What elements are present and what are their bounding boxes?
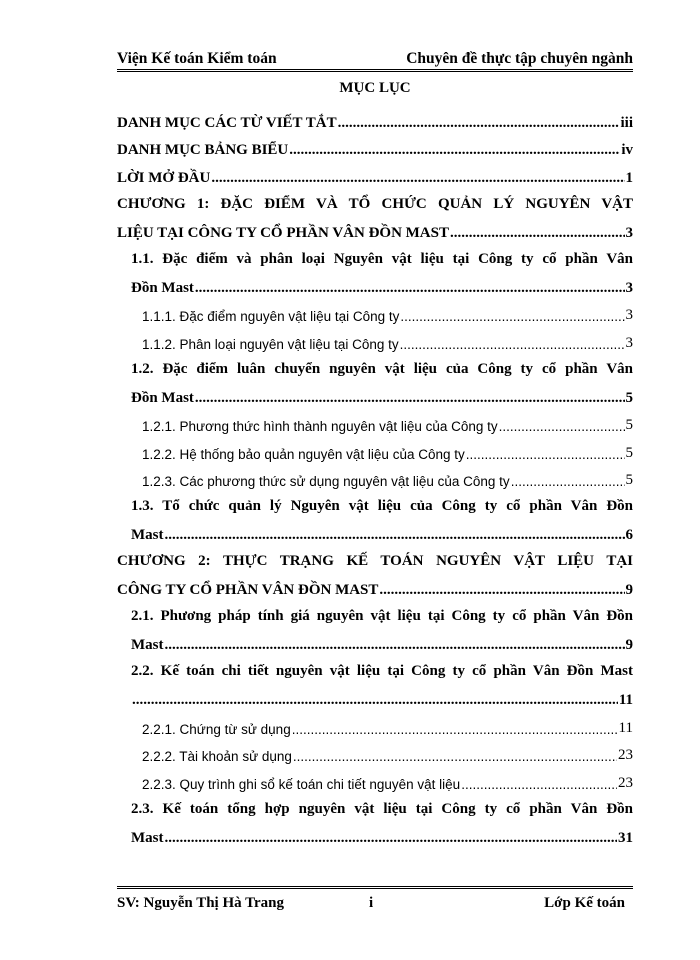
toc-entry-1-2-1[interactable]: 1.2.1. Phương thức hình thành nguyên vật liệu của Công ty ..... 5 [117, 407, 633, 435]
page-number: 3 [625, 334, 633, 351]
footer-class: Lớp Kế toán [544, 895, 625, 911]
toc-entry-2-2-cont[interactable] [117, 682, 633, 710]
page-number: 11 [618, 719, 633, 736]
toc-entry-2-2-2[interactable]: 2.2.2. Tài khoản sử dụng ..... 23 [117, 737, 633, 765]
toc-entry-2-3[interactable]: 2.3. Kế toán tổng hợp nguyên vật liệu tại Công ty cổ phần Vân Đồn [131, 800, 633, 817]
toc-entry-chapter-2-cont[interactable]: CÔNG TY CỔ PHẦN VÂN ĐỒN MAST ..... 9 [117, 572, 633, 600]
toc-entry-introduction[interactable]: LỜI MỞ ĐẦU ..... 1 [117, 159, 633, 187]
page-number: 5 [625, 389, 633, 406]
page-number: iv [621, 142, 633, 158]
page-header [117, 46, 633, 68]
footer-page-number: i [369, 895, 374, 911]
table-of-contents [117, 104, 633, 847]
footer-student: SV: Nguyễn Thị Hà Trang [117, 895, 284, 911]
toc-entry-1-1-2[interactable]: 1.1.2. Phân loại nguyên vật liệu tại Công ty ..... 3 [117, 324, 633, 352]
toc-entry-1-2-3[interactable]: 1.2.3. Các phương thức sử dụng nguyên vật liệu của Công ty ..... 5 [117, 462, 633, 490]
page-number: 9 [625, 637, 633, 653]
page-number: 23 [618, 747, 633, 763]
page-number: 5 [625, 417, 633, 433]
page-number: 9 [625, 582, 633, 598]
toc-entry-2-1[interactable]: 2.1. Phương pháp tính giá nguyên vật liệu tại Công ty cổ phần Vân Đồn [131, 608, 633, 624]
page-number: 3 [625, 307, 633, 323]
toc-entry-1-3[interactable]: 1.3. Tổ chức quản lý Nguyên vật liệu của Công ty cổ phần Vân Đồn [131, 498, 633, 514]
toc-entry-abbreviations[interactable]: DANH MỤC CÁC TỪ VIẾT TẮT ..... iii [117, 104, 633, 132]
toc-entry-1-1[interactable]: 1.1. Đặc điểm và phân loại Nguyên vật liệu tại Công ty cổ phần Vân [131, 250, 633, 267]
toc-entry-chapter-2[interactable]: CHƯƠNG 2: THỰC TRẠNG KẾ TOÁN NGUYÊN VẬT LIỆU TẠI [117, 553, 633, 569]
toc-entry-2-3-cont[interactable]: Mast ..... 31 [117, 819, 633, 847]
toc-entry-chapter-1[interactable]: CHƯƠNG 1: ĐẶC ĐIỂM VÀ TỔ CHỨC QUẢN LÝ NGUYÊN VẬT [117, 195, 633, 212]
toc-entry-1-1-1[interactable]: 1.1.1. Đặc điểm nguyên vật liệu tại Công ty ..... 3 [117, 297, 633, 325]
page-number: 11 [618, 692, 633, 708]
footer-rule [117, 886, 633, 889]
page-number: 3 [625, 279, 633, 296]
page-number: 3 [625, 224, 633, 241]
toc-entry-2-2[interactable]: 2.2. Kế toán chi tiết nguyên vật liệu tại Công ty cổ phần Vân Đồn Mast [131, 663, 633, 679]
toc-entry-1-1-cont[interactable]: Đồn Mast ..... 3 [117, 269, 633, 297]
toc-entry-2-1-cont[interactable]: Mast ..... 9 [117, 627, 633, 655]
header-left: Viện Kế toán Kiểm toán [117, 50, 277, 67]
toc-entry-1-3-cont[interactable]: Mast ..... 6 [117, 517, 633, 545]
header-right: Chuyên đề thực tập chuyên ngành [406, 50, 633, 67]
toc-entry-1-2[interactable]: 1.2. Đặc điểm luân chuyển nguyên vật liệu của Công ty cổ phần Vân [131, 360, 633, 377]
toc-entry-2-2-3[interactable]: 2.2.3. Quy trình ghi sổ kế toán chi tiết nguyên vật liệu ..... 23 [117, 764, 633, 792]
page-number: 6 [625, 527, 633, 543]
toc-entry-chapter-1-cont[interactable]: LIỆU TẠI CÔNG TY CỔ PHẦN VÂN ĐỒN MAST ..... 3 [117, 214, 633, 242]
header-rule [117, 69, 633, 72]
page-number: 31 [618, 829, 633, 846]
page-number: 5 [625, 472, 633, 488]
page-number: iii [620, 114, 633, 131]
page-number: 1 [625, 169, 633, 186]
toc-entry-tables[interactable]: DANH MỤC BẢNG BIỂU ..... iv [117, 132, 633, 160]
toc-entry-1-2-cont[interactable]: Đồn Mast ..... 5 [117, 379, 633, 407]
page-footer [117, 893, 633, 915]
page-number: 5 [625, 444, 633, 461]
toc-entry-1-2-2[interactable]: 1.2.2. Hệ thống bảo quản nguyên vật liệu của Công ty ..... 5 [117, 434, 633, 462]
page-number: 23 [618, 774, 633, 791]
toc-title: MỤC LỤC [339, 80, 411, 96]
toc-entry-2-2-1[interactable]: 2.2.1. Chứng từ sử dụng ..... 11 [117, 709, 633, 737]
